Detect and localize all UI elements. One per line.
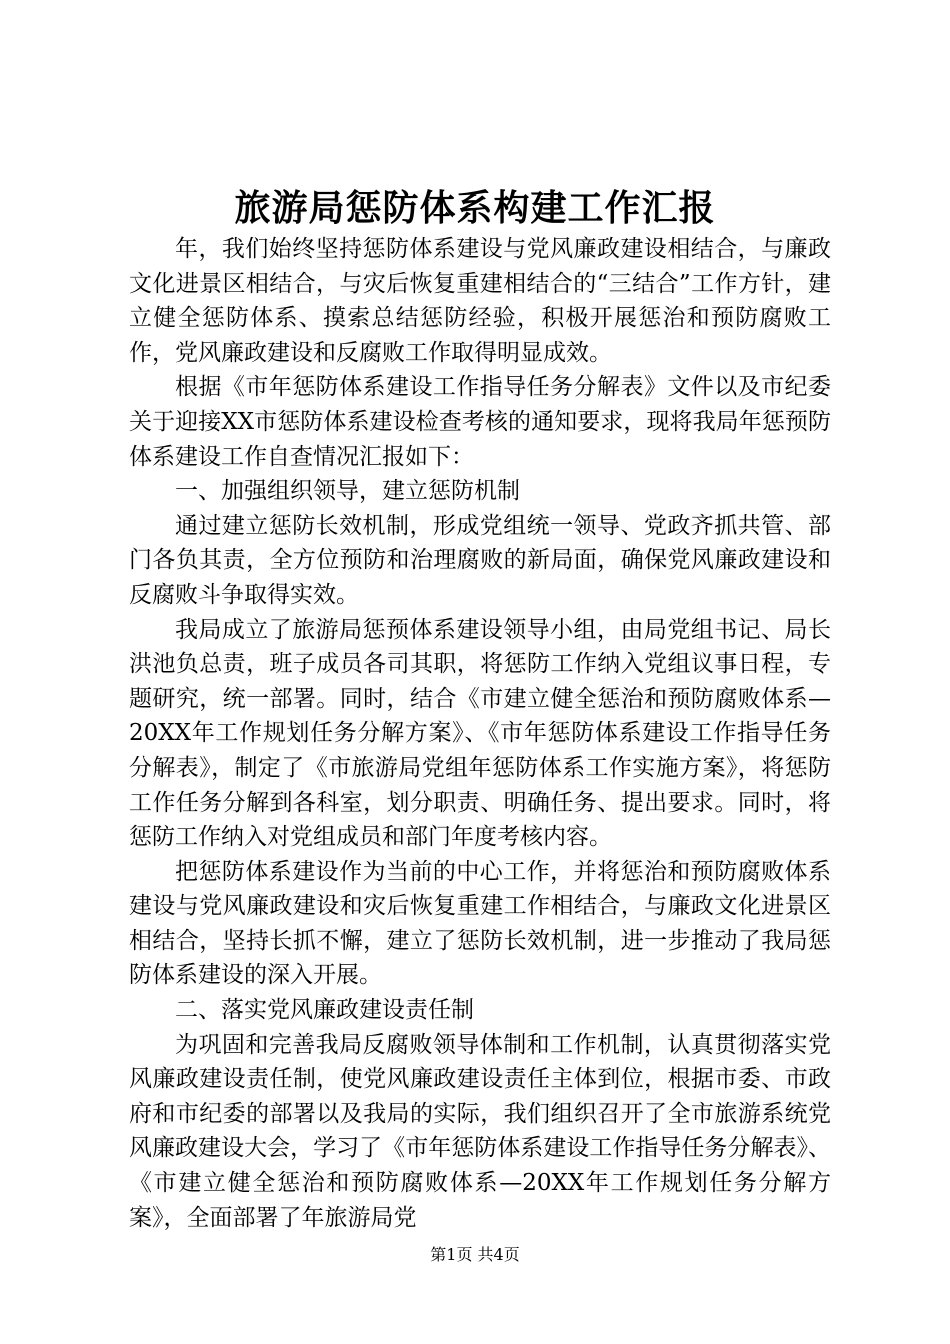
paragraph-intro: 年，我们始终坚持惩防体系建设与党风廉政建设相结合，与廉政文化进景区相结合，与灾后恢复重建相结合的“三结合”工作方针，建立健全惩防体系、摸索总结惩防经验，积极开展惩治和预防腐败工作，党风廉政建设和反腐败工作取得明显成效。 bbox=[129, 236, 831, 366]
page-footer: 第1页 共4页 bbox=[430, 1245, 520, 1264]
paragraph-central-work: 把惩防体系建设作为当前的中心工作，并将惩治和预防腐败体系建设与党风廉政建设和灾后恢复重建工作相结合，与廉政文化进景区相结合，坚持长抓不懈，建立了惩防长效机制，进一步推动了我局惩防体系建设的深入开展。 bbox=[129, 858, 831, 989]
section-heading-1: 一、加强组织领导，建立惩防机制 bbox=[175, 478, 520, 505]
paragraph-mechanism: 通过建立惩防长效机制，形成党组统一领导、党政齐抓共管、部门各负其责，全方位预防和治理腐败的新局面，确保党风廉政建设和反腐败斗争取得实效。 bbox=[129, 512, 831, 608]
paragraph-responsibility: 为巩固和完善我局反腐败领导体制和工作机制，认真贯彻落实党风廉政建设责任制，使党风廉政建设责任主体到位，根据市委、市政府和市纪委的部署以及我局的实际，我们组织召开了全市旅游系统党风廉政建设大会，学习了《市年惩防体系建设工作指导任务分解表》、《市建立健全惩治和预防腐败体系—20XX年工作规划任务分解方案》，全面部署了年旅游局党 bbox=[129, 1031, 831, 1231]
section-heading-2: 二、落实党风廉政建设责任制 bbox=[175, 997, 474, 1024]
document-body bbox=[129, 232, 831, 1235]
paragraph-leadership-group: 我局成立了旅游局惩预体系建设领导小组，由局党组书记、局长洪池负总责，班子成员各司其职，将惩防工作纳入党组议事日程，专题研究，统一部署。同时，结合《市建立健全惩治和预防腐败体系—20XX年工作规划任务分解方案》、《市年惩防体系建设工作指导任务分解表》，制定了《市旅游局党组年惩防体系工作实施方案》，将惩防工作任务分解到各科室，划分职责、明确任务、提出要求。同时，将惩防工作纳入对党组成员和部门年度考核内容。 bbox=[129, 616, 831, 851]
paragraph-basis: 根据《市年惩防体系建设工作指导任务分解表》文件以及市纪委关于迎接XX市惩防体系建设检查考核的通知要求，现将我局年惩预防体系建设工作自查情况汇报如下： bbox=[129, 374, 831, 470]
document-title: 旅游局惩防体系构建工作汇报 bbox=[234, 187, 716, 229]
